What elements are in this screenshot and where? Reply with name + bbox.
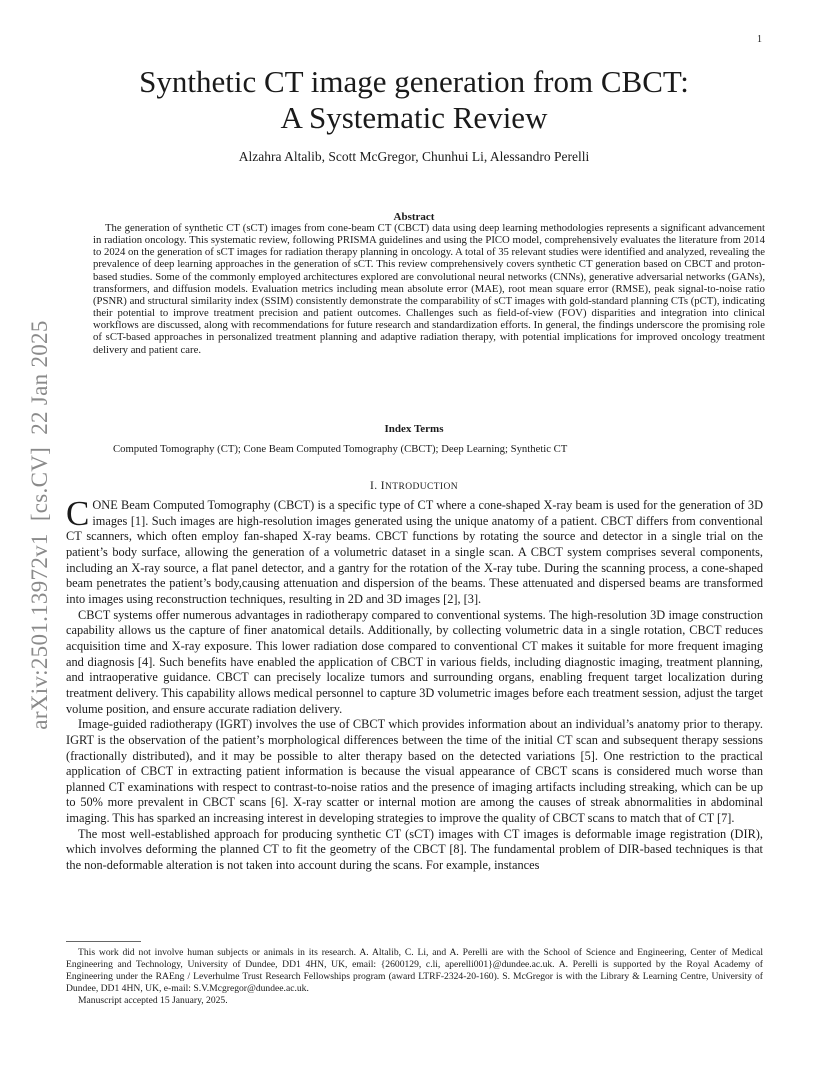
author-list: Alzahra Altalib, Scott McGregor, Chunhui Li, Alessandro Perelli bbox=[238, 149, 590, 164]
arxiv-side-stamp: arXiv:2501.13972v1 [cs.CV] 22 Jan 2025 bbox=[27, 320, 52, 730]
abstract-body: The generation of synthetic CT (sCT) images from cone-beam CT (CBCT) data using deep learning methodologies represents a significant advancement in radiation oncology. This systematic review, following PRISMA guidelines and using the PICO model, comprehensively evaluates the literature from 2014 to 2024 on the generation of sCT images for radiation therapy planning in oncology. A total of 35 relevant studies were identified and analyzed, revealing the prevalence of deep learning approaches in the generation of sCT. This review comprehensively covers synthetic CT generation based on CBCT and proton-based studies. Some of the commonly employed architectures explored are convolutional neural networks (CNNs), generative adversarial networks (GANs), transformers, and diffusion models. Evaluation metrics including mean absolute error (MAE), root mean square error (RMSE), peak signal-to-noise ratio (PSNR) and structural similarity index (SSIM) consistently demonstrate the comparability of sCT images with gold-standard planning CTs (pCT), indicating their potential to improve treatment precision and patient outcomes. Challenges such as field-of-view (FOV) disparities and integration into clinical workflows are discussed, along with recommendations for future research and standardization efforts. In general, the findings underscore the promising role of sCT-based approaches in personalized treatment planning and adaptive radiation therapy, with potential implications for improved oncology treatment delivery and patient care. bbox=[93, 222, 765, 356]
abstract-heading: Abstract bbox=[393, 211, 435, 223]
footnote-divider bbox=[66, 941, 141, 942]
intro-title-smallcaps: NTRODUCTION bbox=[385, 482, 459, 492]
footnote-affiliations: This work did not involve human subjects or animals in its research. A. Altalib, C. Li, and A. Perelli are with the School of Science and Engineering, Center of Medical Engineering and Technology, University of Dundee, DD1 4HN, UK, email: {2600129, c.li, aperelli001}@dundee.ac.uk. A. Perelli is supported by the Royal Academy of Engineering under the RAEng / Leverhulme Trust Research Fellowships program (award LTRF-2324-20-160). S. McGregor is with the Library & Learning Centre, University of Dundee, DD1 4HN, UK, e-mail: S.V.Mcgregor@dundee.ac.uk. bbox=[66, 947, 763, 994]
paragraph-3: Image-guided radiotherapy (IGRT) involves the use of CBCT which provides information about an individual’s anatomy prior to therapy. IGRT is the observation of the patient’s morphological differences between the time of the initial CT scan and subsequent therapy sessions (fractionally distributed), and it may be possible to alter therapy based on the detected variations [5]. One restriction to the practical application of CBCT in extracting patient information is because the visual appearance of CBCT scans is considered much worse than planned CT examinations with respect to contrast-to-noise ratios and the presence of imaging artifacts including streaking, which can be up to 50% more prevalent in CBCT scans [6]. X-ray scatter or internal motion are among the causes of streak abnormalities in abdominal imaging. This has sparked an increasing interest in developing strategies to improve the quality of CBCT scans to match that of CT [7]. bbox=[66, 717, 763, 826]
introduction-body bbox=[66, 494, 763, 874]
footnotes bbox=[66, 947, 763, 1007]
paragraph-2: CBCT systems offer numerous advantages in radiotherapy compared to conventional systems. The high-resolution 3D image construction capability allows us the capture of finer anatomical details. Additionally, by collecting volumetric data in a single rotation, CBCT reduces acquisition time and X-ray exposure. This lower radiation dose compared to conventional CT makes it suitable for more frequent imaging and diagnosis [4]. Such benefits have enabled the application of CBCT in various fields, including diagnostic imaging, treatment planning, and intraoperative guidance. CBCT can precisely localize tumors and surrounding organs, enabling frequent target localization during treatment delivery. This capability allows medical personnel to capture 3D volumetric images before each treatment session, adjust the target volume position, and ensure accurate radiation delivery. bbox=[66, 607, 763, 716]
index-terms-heading: Index Terms bbox=[384, 423, 444, 435]
index-terms-body: Computed Tomography (CT); Cone Beam Computed Tomography (CBCT); Deep Learning; Synthetic CT bbox=[113, 443, 568, 455]
paper-title bbox=[0, 64, 828, 136]
introduction-heading bbox=[0, 480, 828, 492]
footnote-manuscript: Manuscript accepted 15 January, 2025. bbox=[78, 994, 228, 1006]
paragraph-1 bbox=[66, 494, 763, 608]
paragraph-4: The most well-established approach for producing synthetic CT (sCT) images with CT images is deformable image registration (DIR), which involves deforming the planned CT to fit the geometry of the CBCT [8]. The fundamental problem of DIR-based techniques is that the non-deformable alteration is not taken into account during the scans. For example, instances bbox=[66, 826, 763, 873]
intro-numeral: I. I bbox=[369, 480, 385, 492]
paragraph-1-text: ONE Beam Computed Tomography (CBCT) is a specific type of CT where a cone-shaped X-ray beam is used for the generation of 3D images [1]. Such images are high-resolution images generated using the unique anatomy of a patient. CBCT differs from conventional CT scanners, which often employ fan-shaped X-ray beams. CBCT functions by rotating the source and detector in a single trial on the patient’s body surface, allowing the generation of a volumetric dataset in a single scan. A CBCT system comprises several components, including an X-ray source, a flat panel detector, and a gantry for the rotation of the X-ray tube. During the scanning process, a cone-shaped beam penetrates the patient’s body,causing attenuation and dispersion of the beams. These attenuated and dispersed beams are transformed into images using reconstruction techniques, resulting in 2D and 3D images [2], [3]. bbox=[66, 498, 763, 606]
title-line-2: A Systematic Review bbox=[280, 100, 548, 135]
title-line-1: Synthetic CT image generation from CBCT: bbox=[139, 64, 689, 99]
drop-cap: C bbox=[66, 494, 90, 533]
page-number: 1 bbox=[757, 34, 762, 45]
